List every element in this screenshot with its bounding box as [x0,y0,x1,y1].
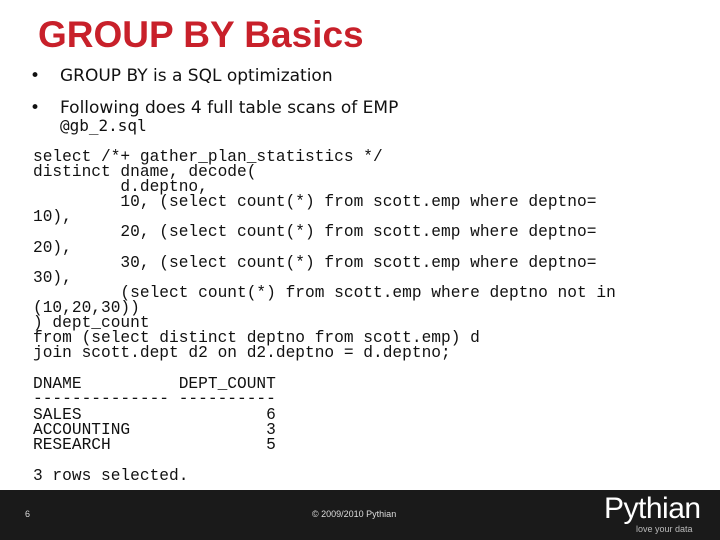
bullet-marker: • [30,98,41,118]
bullet-item [30,66,398,88]
script-filename: @gb_2.sql [60,116,147,135]
logo-tagline: love your data [636,524,693,534]
bullet-text: Following does 4 full table scans of EMP [60,98,399,118]
query-output: DNAME DEPT_COUNT -------------- ---------- SALES 6 ACCOUNTING 3 RESEARCH 5 3 rows selected. [33,375,276,485]
copyright-text: © 2009/2010 Pythian [312,509,397,519]
footer-bar [0,490,720,540]
bullet-item [30,98,398,134]
slide-title: GROUP BY Basics [38,14,364,55]
bullet-text: GROUP BY is a SQL optimization [60,66,333,86]
page-number: 6 [25,509,31,519]
bullet-list [30,66,398,134]
pythian-logo: Pythian [604,492,701,525]
bullet-marker: • [30,66,41,86]
sql-code-block: select /*+ gather_plan_statistics */ distinct dname, decode( d.deptno, 10, (select count(*) from scott.emp where deptno= 10), 20, (select count(*) from scott.emp where deptno= 20), 30, (select count(*) from scott.emp where deptno= 30), (select count(*) from scott.emp where deptno not in (10,20,30)) ) dept_count from (select distinct deptno from scott.emp) d join scott.dept d2 on d2.deptno = d.deptno; [33,148,616,363]
